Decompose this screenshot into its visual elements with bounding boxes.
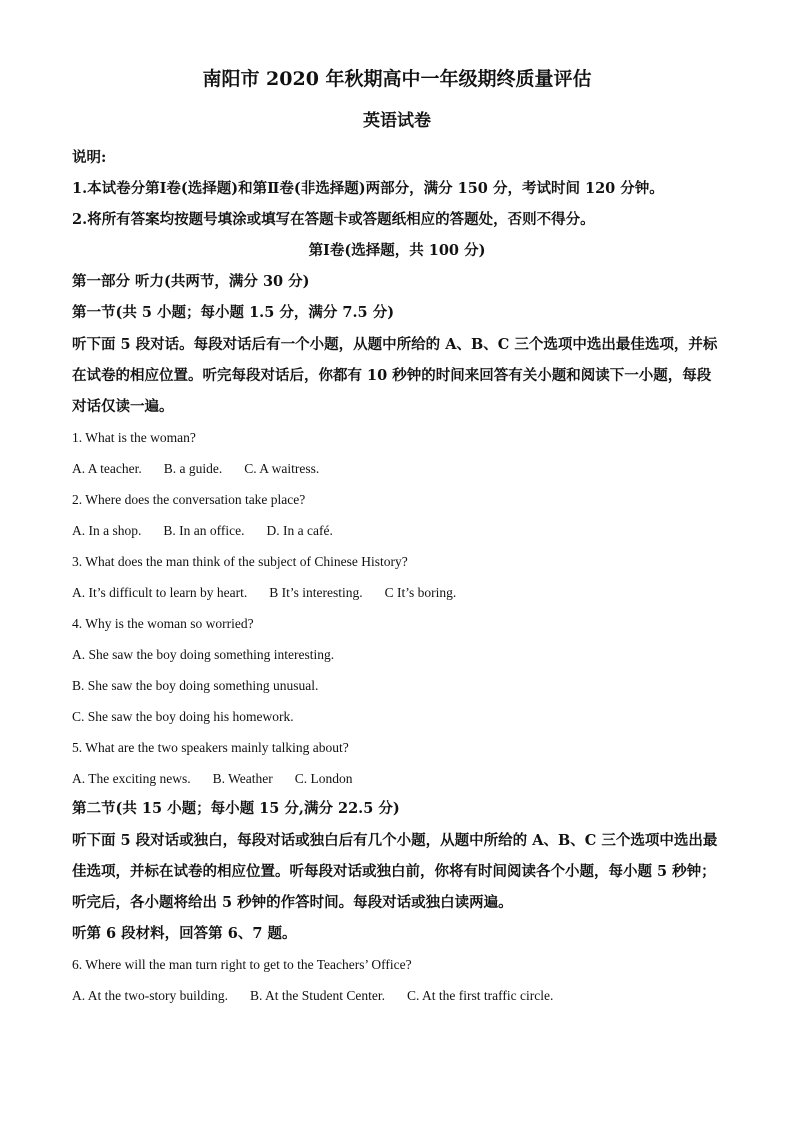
option: A. In a shop.: [72, 523, 142, 538]
option: A. At the two-story building.: [72, 988, 228, 1003]
option: B. At the Student Center.: [250, 988, 385, 1003]
question-1-options: [72, 459, 722, 479]
volume1-heading: 第Ⅰ卷(选择题，共 100 分): [308, 242, 486, 259]
option: A. A teacher.: [72, 461, 142, 476]
question-2: 2. Where does the conversation take place?: [72, 492, 306, 507]
section2-heading: 第二节(共 15 小题；每小题 15 分,满分 22.5 分): [72, 800, 400, 817]
material-6-heading: 听第 6 段材料，回答第 6、7 题。: [72, 925, 297, 942]
option: A. The exciting news.: [72, 771, 191, 786]
question-4-option-a: A. She saw the boy doing something interesting.: [72, 647, 335, 662]
notes-label: 说明:: [72, 149, 107, 166]
question-3: 3. What does the man think of the subject of Chinese History?: [72, 554, 408, 569]
option: C. At the first traffic circle.: [407, 988, 554, 1003]
section1-heading: 第一节(共 5 小题；每小题 1.5 分，满分 7.5 分): [72, 304, 395, 321]
option: A. It’s difficult to learn by heart.: [72, 585, 248, 600]
note-item-2: 2.将所有答案均按题号填涂或填写在答题卡或答题纸相应的答题处，否则不得分。: [72, 211, 595, 228]
question-5-options: [72, 769, 722, 789]
option: C It’s boring.: [384, 585, 457, 600]
note-item-1: 1.本试卷分第Ⅰ卷(选择题)和第Ⅱ卷(非选择题)两部分，满分 150 分，考试时间 120 分钟。: [72, 180, 664, 197]
question-1: 1. What is the woman?: [72, 430, 196, 445]
exam-title: 南阳市 2020 年秋期高中一年级期终质量评估: [202, 68, 592, 90]
option: D. In a café.: [266, 523, 333, 538]
exam-subtitle: 英语试卷: [363, 111, 431, 131]
option: B. a guide.: [163, 461, 223, 476]
question-4-option-c: C. She saw the boy doing his homework.: [72, 709, 294, 724]
option: B. Weather: [212, 771, 273, 786]
question-6: 6. Where will the man turn right to get to the Teachers’ Office?: [72, 957, 412, 972]
question-6-options: [72, 986, 722, 1006]
question-3-options: [72, 583, 722, 603]
option: B It’s interesting.: [269, 585, 363, 600]
question-2-options: [72, 521, 722, 541]
section1-instruction: 听下面 5 段对话。每段对话后有一个小题，从题中所给的 A、B、C 三个选项中选出最佳选项，并标在试卷的相应位置。听完每段对话后，你都有 10 秒钟的时间来回答有关小题和阅读下一小题，每段对话仅读一遍。: [72, 336, 718, 415]
option: C. London: [294, 771, 353, 786]
question-4-option-b: B. She saw the boy doing something unusual.: [72, 678, 319, 693]
option: B. In an office.: [163, 523, 245, 538]
question-5: 5. What are the two speakers mainly talking about?: [72, 740, 349, 755]
part1-heading: 第一部分 听力(共两节，满分 30 分): [72, 273, 310, 290]
question-4: 4. Why is the woman so worried?: [72, 616, 254, 631]
option: C. A waitress.: [244, 461, 320, 476]
section2-instruction: 听下面 5 段对话或独白，每段对话或独白后有几个小题，从题中所给的 A、B、C 三个选项中选出最佳选项，并标在试卷的相应位置。听每段对话或独白前，你将有时间阅读各个小题，每小题 5 秒钟；听完后，各小题将给出 5 秒钟的作答时间。每段对话或独白读两遍。: [72, 832, 718, 911]
